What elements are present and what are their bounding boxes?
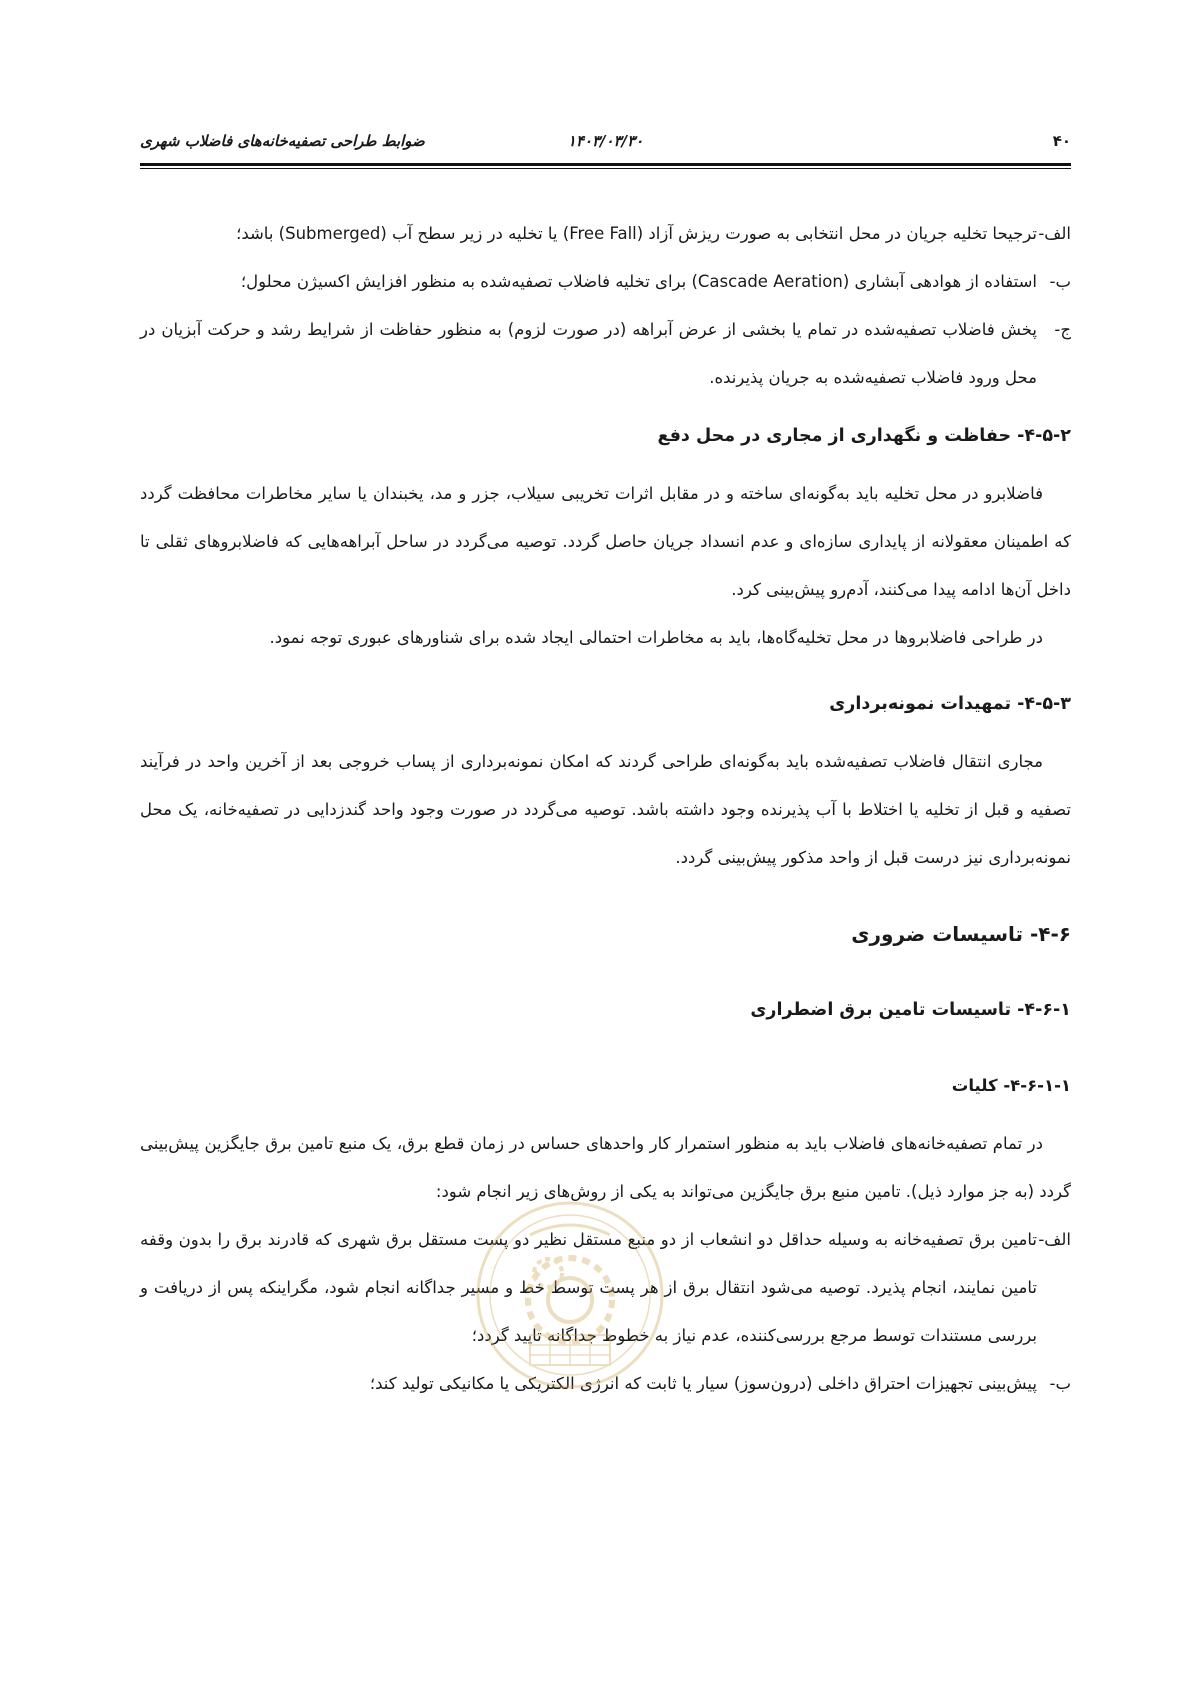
list-item-text: استفاده از هوادهی آبشاری (Cascade Aeration) برای تخلیه فاضلاب تصفیه‌شده به منظور افزایش اکسیژن محلول؛ — [240, 272, 1037, 291]
paragraph: در تمام تصفیه‌خانه‌های فاضلاب باید به منظور استمرار کار واحدهای حساس در زمان قطع برق، یک منبع تامین برق جایگزین پیش‌بینی گردد (به جز موارد ذیل). تامین منبع برق جایگزین می‌تواند به یکی از روش‌های زیر انجام شود: — [140, 1134, 1071, 1201]
page-header — [140, 128, 1071, 168]
page-number: ۴۰ — [1052, 132, 1071, 150]
list-marker: ب- — [1049, 272, 1071, 291]
paragraph: فاضلابرو در محل تخلیه باید به‌گونه‌ای ساخته و در مقابل اثرات تخریبی سیلاب، جزر و مد، یخبندان یا سایر مخاطرات محافظت گردد که اطمینان معقولانه از پایداری سازه‌ای و عدم انسداد جریان حاصل گردد. توصیه می‌گردد در ساحل آبراهه‌هایی که فاضلابروهای ثقلی تا داخل آن‌ها ادامه پیدا می‌کنند، آدم‌رو پیش‌بینی کرد. — [140, 484, 1071, 599]
section-heading: ۴-۵-۲- حفاظت و نگهداری از مجاری در محل دفع — [657, 426, 1071, 446]
list-item — [140, 1216, 1071, 1360]
paragraph: مجاری انتقال فاضلاب تصفیه‌شده باید به‌گونه‌ای طراحی گردند که امکان نمونه‌برداری از پساب خروجی بعد از آخرین واحد در فرآیند تصفیه و قبل از تخلیه یا اختلاط با آب پذیرنده وجود داشته باشد. توصیه می‌گردد در صورت وجود واحد گندزدایی در تصفیه‌خانه، یک محل نمونه‌برداری نیز درست قبل از واحد مذکور پیش‌بینی گردد. — [140, 752, 1071, 867]
header-date: ۱۴۰۳/۰۳/۳۰ — [567, 132, 644, 150]
section-heading: ۴-۵-۳- تمهیدات نمونه‌برداری — [829, 694, 1071, 714]
header-title: ضوابط طراحی تصفیه‌خانه‌های فاضلاب شهری — [140, 132, 425, 150]
list-item-text: پیش‌بینی تجهیزات احتراق داخلی (درون‌سوز) سیار یا ثابت که انرژی الکتریکی یا مکانیکی تولید کند؛ — [369, 1374, 1037, 1393]
list-marker: الف- — [1038, 1230, 1071, 1249]
list-item-text: ترجیحا تخلیه جریان در محل انتخابی به صورت ریزش آزاد (Free Fall) یا تخلیه در زیر سطح آب (Submerged) باشد؛ — [236, 224, 1037, 243]
list-item — [140, 306, 1071, 402]
section-heading: ۴-۶-۱- تاسیسات تامین برق اضطراری — [750, 1000, 1071, 1020]
header-rule-thick — [140, 163, 1071, 166]
list-item — [140, 210, 1071, 258]
document-body — [140, 210, 1071, 1408]
list-item-text: تامین برق تصفیه‌خانه به وسیله حداقل دو انشعاب از دو منبع مستقل نظیر دو پست مستقل برق شهری که قادرند برق را بدون وقفه تامین نمایند، انجام پذیرد. توصیه می‌شود انتقال برق از هر پست توسط خط و مسیر جداگانه انجام شود، مگراینکه پس از دریافت و بررسی مستندات توسط مرجع بررسی‌کننده، عدم نیاز به خطوط جداگانه تایید گردد؛ — [140, 1230, 1037, 1345]
list-marker: الف- — [1038, 224, 1071, 243]
chapter-heading: ۴-۶- تاسیسات ضروری — [851, 922, 1071, 946]
list-item-text: پخش فاضلاب تصفیه‌شده در تمام یا بخشی از عرض آبراهه (در صورت لزوم) به منظور حفاظت از شرایط رشد و حرکت آبزیان در محل ورود فاضلاب تصفیه‌شده به جریان پذیرنده. — [140, 320, 1037, 387]
paragraph: در طراحی فاضلابروها در محل تخلیه‌گاه‌ها، باید به مخاطرات احتمالی ایجاد شده برای شناورهای عبوری توجه نمود. — [269, 628, 1043, 647]
subsection-heading: ۴-۶-۱-۱- کلیات — [951, 1076, 1071, 1095]
list-item — [140, 1360, 1071, 1408]
header-rule-thin — [140, 168, 1071, 169]
list-marker: ب- — [1049, 1374, 1071, 1393]
list-item — [140, 258, 1071, 306]
list-marker: ج- — [1054, 320, 1071, 339]
